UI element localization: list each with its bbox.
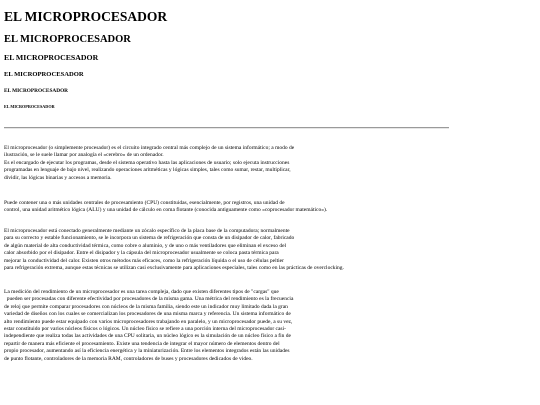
heading-level-5: EL MICROPROCESADOR xyxy=(4,88,69,94)
horizontal-rule xyxy=(4,127,449,129)
heading-level-3: EL MICROPROCESADOR xyxy=(4,53,99,62)
paragraph-cooling: El microprocesador está conectado generalmente mediante un zócalo específico de la placa base de la computadora; normalmente para su correcto y estable funcionamiento, se le incorpora un sistema de refrigeración que consta de un disipador de calor, fabricado de algún material de alta conductividad térmica, como cobre o aluminio, y de uno o más ventiladores que eliminan el exceso del calor absorbido por el disipador. Entre el disipador y la cápsula del microprocesador usualmente se coloca pasta térmica para mejorar la conductividad del calor. Existen otros métodos más eficaces, como la refrigeración líquida o el uso de células peltier para refrigeración extrema, aunque estas técnicas se utilizan casi exclusivamente para aplicaciones especiales, tales como en las prácticas de overclocking. xyxy=(4,228,344,272)
paragraph-cpu-units: Puede contener una o más unidades centrales de procesamiento (CPU) constituidas, esencialmente, por registros, una unidad de control, una unidad aritmético lógica (ALU) y una unidad de cálculo en coma flotante (conocida antiguamente como «coprocesador matemático»). xyxy=(4,200,328,214)
paragraph-definition: El microprocesador (o simplemente procesador) es el circuito integrado central más complejo de un sistema informático; a modo de ilustración, se le suele llamar por analogía el «cerebro» de un ordenador. Es el encargado de ejecutar los programas, desde el sistema operativo hasta las aplicaciones de usuario; solo ejecuta instrucciones programadas en lenguaje de bajo nivel, realizando operaciones aritméticas y lógicas simples, tales como sumar, restar, multiplicar, dividir, las lógicas binarias y accesos a memoria. xyxy=(4,145,295,181)
heading-level-6: EL MICROPROCESADOR xyxy=(4,104,55,109)
paragraph-performance: La medición del rendimiento de un microprocesador es una tarea compleja, dado que existen diferentes tipos de "cargas" que pueden ser procesadas con diferente efectividad por procesadores de la misma gama. Una métrica del rendimiento es la frecuencia de reloj que permite comparar procesadores con núcleos de la misma familia, siendo este un indicador muy limitado dada la gran variedad de diseños con los cuales se comercializan los procesadores de una misma marca y referencia. Un sistema informático de alto rendimiento puede estar equipado con varios microprocesadores trabajando en paralelo, y un microprocesador puede, a su vez, estar constituido por varios núcleos físicos o lógicos. Un núcleo físico se refiere a una porción interna del microprocesador casi- independiente que realiza todas las actividades de una CPU solitaria, un núcleo lógico es la simulación de un núcleo físico a fin de repartir de manera más eficiente el procesamiento. Existe una tendencia de integrar el mayor número de elementos dentro del propio procesador, aumentando así la eficiencia energética y la miniaturización. Entre los elementos integrados están las unidades de punto flotante, controladores de la memoria RAM, controladores de buses y procesadores dedicados de video. xyxy=(4,289,294,362)
heading-level-2: EL MICROPROCESADOR xyxy=(4,34,131,45)
heading-level-4: EL MICROPROCESADOR xyxy=(4,71,84,78)
heading-level-1: EL MICROPROCESADOR xyxy=(4,9,168,24)
